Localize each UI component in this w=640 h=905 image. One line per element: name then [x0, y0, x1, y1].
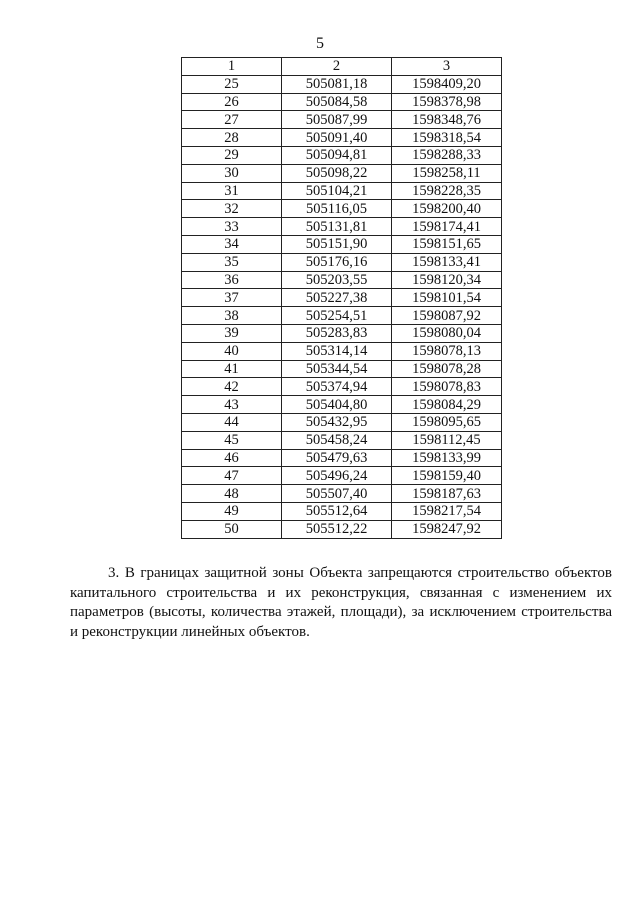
column-header-x: 2: [282, 58, 392, 76]
x-coordinate-cell: 505227,38: [282, 289, 392, 307]
table-body: [182, 58, 502, 539]
y-coordinate-cell: 1598187,63: [392, 485, 502, 503]
table-row: [182, 485, 502, 503]
table-row: [182, 146, 502, 164]
y-coordinate-cell: 1598078,13: [392, 342, 502, 360]
y-coordinate-cell: 1598258,11: [392, 164, 502, 182]
x-coordinate-cell: 505116,05: [282, 200, 392, 218]
y-coordinate-cell: 1598247,92: [392, 520, 502, 538]
column-header-point: 1: [182, 58, 282, 76]
x-coordinate-cell: 505314,14: [282, 342, 392, 360]
table-row: [182, 289, 502, 307]
x-coordinate-cell: 505176,16: [282, 253, 392, 271]
point-number-cell: 42: [182, 378, 282, 396]
coordinates-table: [181, 57, 502, 539]
x-coordinate-cell: 505084,58: [282, 93, 392, 111]
x-coordinate-cell: 505344,54: [282, 360, 392, 378]
x-coordinate-cell: 505512,22: [282, 520, 392, 538]
y-coordinate-cell: 1598159,40: [392, 467, 502, 485]
point-number-cell: 27: [182, 111, 282, 129]
y-coordinate-cell: 1598348,76: [392, 111, 502, 129]
point-number-cell: 34: [182, 235, 282, 253]
point-number-cell: 30: [182, 164, 282, 182]
table-row: [182, 164, 502, 182]
y-coordinate-cell: 1598217,54: [392, 502, 502, 520]
table-row: [182, 271, 502, 289]
x-coordinate-cell: 505432,95: [282, 413, 392, 431]
table-row: [182, 218, 502, 236]
y-coordinate-cell: 1598101,54: [392, 289, 502, 307]
point-number-cell: 45: [182, 431, 282, 449]
point-number-cell: 48: [182, 485, 282, 503]
y-coordinate-cell: 1598228,35: [392, 182, 502, 200]
table-row: [182, 449, 502, 467]
y-coordinate-cell: 1598120,34: [392, 271, 502, 289]
point-number-cell: 35: [182, 253, 282, 271]
table-row: [182, 413, 502, 431]
point-number-cell: 36: [182, 271, 282, 289]
table-row: [182, 93, 502, 111]
x-coordinate-cell: 505081,18: [282, 75, 392, 93]
x-coordinate-cell: 505507,40: [282, 485, 392, 503]
column-header-y: 3: [392, 58, 502, 76]
point-number-cell: 29: [182, 146, 282, 164]
restriction-paragraph: 3. В границах защитной зоны Объекта запрещаются строительство объектов капитального строительства и их реконструкция, связанная с изменением их параметров (высоты, количества этажей, площади), за исключением строительства и реконструкции линейных объектов.: [70, 565, 612, 640]
y-coordinate-cell: 1598133,41: [392, 253, 502, 271]
point-number-cell: 37: [182, 289, 282, 307]
table-row: [182, 324, 502, 342]
x-coordinate-cell: 505496,24: [282, 467, 392, 485]
x-coordinate-cell: 505512,64: [282, 502, 392, 520]
point-number-cell: 26: [182, 93, 282, 111]
x-coordinate-cell: 505458,24: [282, 431, 392, 449]
x-coordinate-cell: 505151,90: [282, 235, 392, 253]
y-coordinate-cell: 1598288,33: [392, 146, 502, 164]
x-coordinate-cell: 505404,80: [282, 396, 392, 414]
y-coordinate-cell: 1598087,92: [392, 307, 502, 325]
table-row: [182, 182, 502, 200]
y-coordinate-cell: 1598200,40: [392, 200, 502, 218]
y-coordinate-cell: 1598174,41: [392, 218, 502, 236]
table-row: [182, 200, 502, 218]
page-number: 5: [316, 35, 324, 52]
y-coordinate-cell: 1598318,54: [392, 129, 502, 147]
y-coordinate-cell: 1598080,04: [392, 324, 502, 342]
table-row: [182, 520, 502, 538]
table-row: [182, 235, 502, 253]
x-coordinate-cell: 505203,55: [282, 271, 392, 289]
y-coordinate-cell: 1598112,45: [392, 431, 502, 449]
point-number-cell: 33: [182, 218, 282, 236]
point-number-cell: 49: [182, 502, 282, 520]
point-number-cell: 41: [182, 360, 282, 378]
point-number-cell: 32: [182, 200, 282, 218]
x-coordinate-cell: 505254,51: [282, 307, 392, 325]
point-number-cell: 25: [182, 75, 282, 93]
y-coordinate-cell: 1598151,65: [392, 235, 502, 253]
table-row: [182, 129, 502, 147]
x-coordinate-cell: 505374,94: [282, 378, 392, 396]
table-row: [182, 111, 502, 129]
x-coordinate-cell: 505479,63: [282, 449, 392, 467]
table-row: [182, 467, 502, 485]
x-coordinate-cell: 505283,83: [282, 324, 392, 342]
x-coordinate-cell: 505131,81: [282, 218, 392, 236]
y-coordinate-cell: 1598133,99: [392, 449, 502, 467]
point-number-cell: 50: [182, 520, 282, 538]
table-row: [182, 307, 502, 325]
point-number-cell: 28: [182, 129, 282, 147]
table-row: [182, 253, 502, 271]
table-row: [182, 396, 502, 414]
point-number-cell: 46: [182, 449, 282, 467]
table-header-row: [182, 58, 502, 76]
y-coordinate-cell: 1598409,20: [392, 75, 502, 93]
y-coordinate-cell: 1598084,29: [392, 396, 502, 414]
point-number-cell: 38: [182, 307, 282, 325]
table-row: [182, 342, 502, 360]
x-coordinate-cell: 505104,21: [282, 182, 392, 200]
table-row: [182, 431, 502, 449]
x-coordinate-cell: 505098,22: [282, 164, 392, 182]
point-number-cell: 39: [182, 324, 282, 342]
point-number-cell: 43: [182, 396, 282, 414]
table-row: [182, 75, 502, 93]
table-row: [182, 378, 502, 396]
x-coordinate-cell: 505094,81: [282, 146, 392, 164]
y-coordinate-cell: 1598378,98: [392, 93, 502, 111]
table-row: [182, 502, 502, 520]
table-row: [182, 360, 502, 378]
point-number-cell: 40: [182, 342, 282, 360]
point-number-cell: 44: [182, 413, 282, 431]
y-coordinate-cell: 1598095,65: [392, 413, 502, 431]
point-number-cell: 47: [182, 467, 282, 485]
x-coordinate-cell: 505091,40: [282, 129, 392, 147]
y-coordinate-cell: 1598078,83: [392, 378, 502, 396]
x-coordinate-cell: 505087,99: [282, 111, 392, 129]
point-number-cell: 31: [182, 182, 282, 200]
y-coordinate-cell: 1598078,28: [392, 360, 502, 378]
